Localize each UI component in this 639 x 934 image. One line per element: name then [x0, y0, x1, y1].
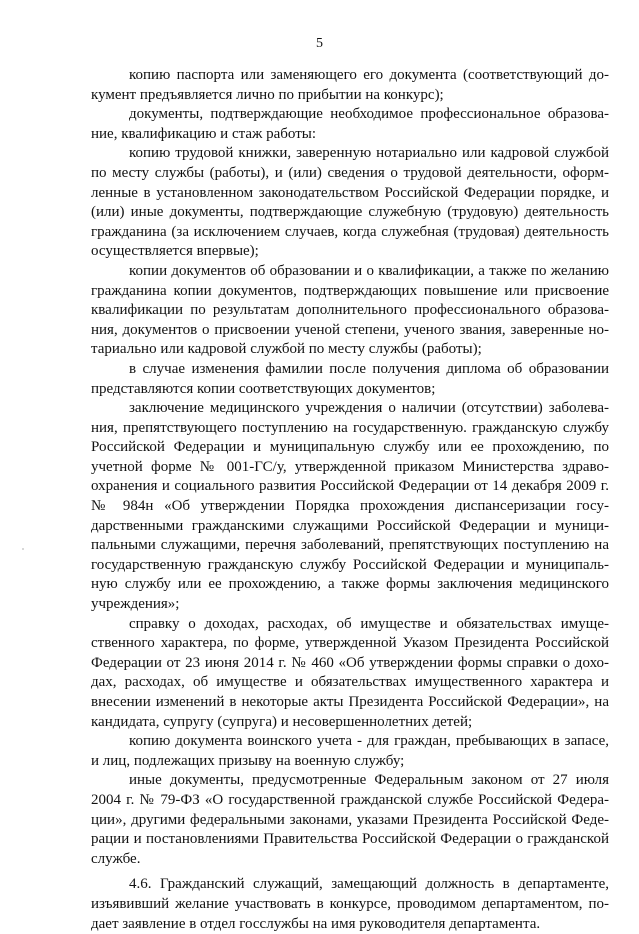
page-number: 5 — [316, 36, 323, 51]
paragraph-passport-copy: копию паспорта или заменяющего его документа (соответствующий документ предъявляется лично по прибытии на конкурс); — [91, 67, 609, 103]
document-body — [91, 66, 609, 934]
scan-artifact — [22, 548, 24, 550]
paragraph-section-4-6: 4.6. Гражданский служащий, замещающий должность в департаменте, изъявивший желание участвовать в конкурсе, проводимом департаментом, подает заявление в отдел госслужбы на имя руководителя департамента. — [91, 876, 609, 932]
paragraph-medical-certificate: заключение медицинского учреждения о наличии (отсутствии) заболевания, препятствующего поступлению на государственную. гражданскую службу Российской Федерации и муниципальную службу или ее прохождению, по учетной форме № 001-ГС/у, утвержденной приказом Министерства здравоохранения и социального развития Российской Федерации от 14 декабря 2009 г. № 984н «Об утверждении Порядка прохождения диспансеризации государственными гражданскими служащими Российской Федерации и муниципальными служащими, перечня заболеваний, препятствующих поступлению на государственную гражданскую службу Российской Федерации и муниципальную службу или ее прохождению, а также формы заключения медицинского учреждения»; — [91, 400, 609, 613]
paragraph-military-record: копию документа воинского учета - для граждан, пребывающих в запасе, и лиц, подлежащих призыву на военную службу; — [91, 733, 609, 769]
paragraph-income-statement: справку о доходах, расходах, об имуществе и обязательствах имущественного характера, по форме, утвержденной Указом Президента Российской Федерации от 23 июня 2014 г. № 460 «Об утверждении формы справки о доходах, расходах, об имуществе и обязательствах имущественного характера и внесении изменений в некоторые акты Президента Российской Федерации», на кандидата, супругу (супруга) и несовершеннолетних детей; — [91, 615, 609, 730]
paragraph-name-change: в случае изменения фамилии после получения диплома об образовании представляются копии соответствующих документов; — [91, 360, 609, 397]
paragraph-other-documents: иные документы, предусмотренные Федеральным законом от 27 июля 2004 г. № 79-ФЗ «О государственной гражданской службе Российской Федерации», другими федеральными законами, указами Президента Российской Федерации и постановлениями Правительства Российской Федерации о гражданской службе. — [91, 772, 609, 867]
paragraph-work-book-copy: копию трудовой книжки, заверенную нотариально или кадровой службой по месту службы (работы), и (или) сведения о трудовой деятельности, оформленные в установленном законодательством Российской Федерации порядке, и (или) иные документы, подтверждающие служебную (трудовую) деятельность гражданина (за исключением случаев, когда служебная (трудовая) деятельность осуществляется впервые); — [91, 145, 609, 260]
paragraph-diploma-copies: копии документов об образовании и о квалификации, а также по желанию гражданина копии документов, подтверждающих повышение или присвоение квалификации по результатам дополнительного профессионального образования, документов о присвоении ученой степени, ученого звания, заверенные нотариально или кадровой службой по месту службы (работы); — [91, 262, 609, 358]
paragraph-education-documents: документы, подтверждающие необходимое профессиональное образование, квалификацию и стаж работы: — [91, 106, 609, 142]
